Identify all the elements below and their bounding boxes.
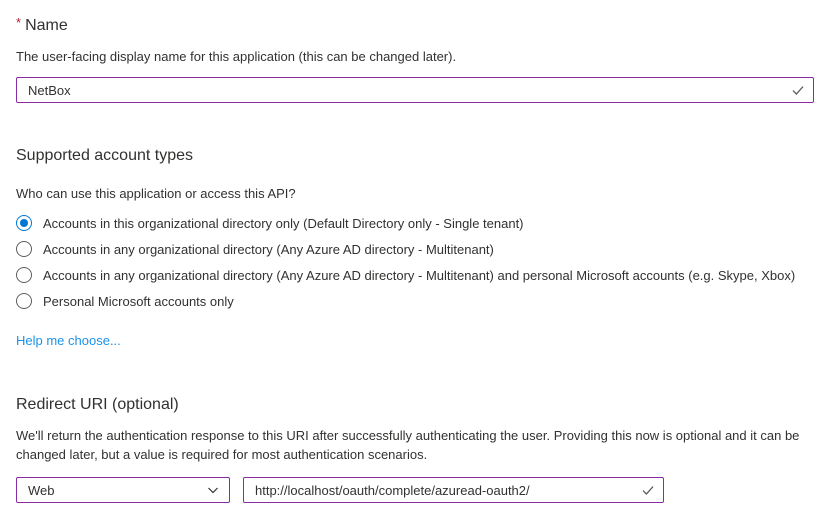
redirect-uri-input-container	[243, 477, 664, 503]
redirect-uri-description: We'll return the authentication response to this URI after successfully authenticating the user. Providing this now is optional and it can be changed later, but a value is required for most authentication scenarios.	[16, 428, 800, 462]
redirect-uri-row	[16, 477, 814, 503]
name-input[interactable]	[16, 77, 814, 103]
redirect-uri-section-title: Redirect URI (optional)	[16, 396, 179, 413]
redirect-uri-input[interactable]	[243, 477, 664, 503]
radio-unselected-icon[interactable]	[16, 267, 32, 283]
required-asterisk: *	[16, 15, 22, 30]
chevron-down-icon	[205, 482, 221, 498]
account-type-radio-group	[16, 210, 814, 314]
radio-unselected-icon[interactable]	[16, 293, 32, 309]
name-section-title	[16, 12, 814, 37]
radio-label: Accounts in this organizational directory only (Default Directory only - Single tenant)	[43, 215, 524, 231]
name-input-container	[16, 77, 814, 103]
radio-unselected-icon[interactable]	[16, 241, 32, 257]
radio-label: Personal Microsoft accounts only	[43, 293, 234, 309]
radio-multitenant-personal[interactable]	[16, 262, 814, 288]
radio-personal-only[interactable]	[16, 288, 814, 314]
radio-selected-icon[interactable]	[16, 215, 32, 231]
account-types-question: Who can use this application or access this API?	[16, 186, 296, 201]
name-description: The user-facing display name for this application (this can be changed later).	[16, 49, 457, 64]
name-title-text: Name	[25, 17, 68, 34]
radio-single-tenant[interactable]	[16, 210, 814, 236]
account-types-section-title: Supported account types	[16, 147, 194, 164]
help-me-choose-link[interactable]: Help me choose...	[16, 333, 121, 348]
platform-selected-value: Web	[28, 482, 55, 498]
radio-label: Accounts in any organizational directory (Any Azure AD directory - Multitenant) and personal Microsoft accounts (e.g. Skype, Xbox)	[43, 267, 796, 283]
radio-multitenant[interactable]	[16, 236, 814, 262]
platform-select-dropdown[interactable]	[16, 477, 230, 503]
radio-label: Accounts in any organizational directory (Any Azure AD directory - Multitenant)	[43, 241, 494, 257]
